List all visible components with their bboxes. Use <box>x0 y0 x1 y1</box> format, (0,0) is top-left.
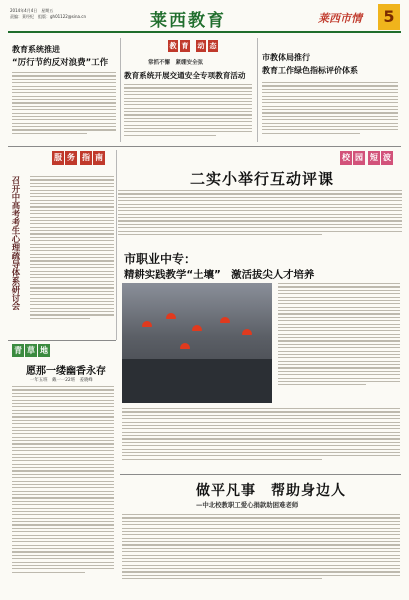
section-tag-fuwu-2: 务 <box>65 151 77 165</box>
workshop-photo <box>122 283 272 403</box>
section-tag-di: 地 <box>40 346 48 355</box>
article-1-title-line-1: 教育系统推进 <box>12 45 60 54</box>
column-rule <box>116 150 117 340</box>
editor-credit: 责编：莱经纪 组版：gh01122@sina.cn <box>10 14 86 19</box>
article-1-title-line-2: “厉行节约反对浪费”工作 <box>12 58 109 68</box>
vocational-body-lower <box>122 408 400 470</box>
feature-body <box>122 514 400 596</box>
section-tag-zhinan-2: 南 <box>93 151 105 165</box>
column-rule <box>120 38 121 142</box>
header-rule <box>8 31 401 33</box>
section-divider <box>8 146 401 147</box>
page-number: 5 <box>378 4 400 30</box>
essay-body <box>12 386 114 594</box>
feature-title: 做平凡事 帮助身边人 <box>196 483 346 499</box>
article-3-title-line-2: 教育工作绿色指标评价体系 <box>262 66 358 75</box>
section-tag-dongtai-2: 态 <box>209 42 217 50</box>
feature-divider <box>120 474 401 475</box>
issue-date: 2014年4月4日 星期五 <box>10 8 54 13</box>
article-3-body <box>262 82 398 142</box>
vocational-title-line-2: 精耕实践教学“土壤” 激活拔尖人才培养 <box>124 269 315 281</box>
section-tag-jiaoyu: 教 <box>169 42 177 50</box>
service-body <box>30 176 114 336</box>
essay-byline: 一年五班 戴一一22班 姜晓峰 <box>30 378 93 383</box>
article-3-title-line-1: 市教体局推行 <box>262 53 310 62</box>
section-tag-fuwu: 服 <box>52 151 64 165</box>
essay-title: 愿那一缕幽香永存 <box>26 366 106 377</box>
section-name: 莱西市情 <box>318 12 362 25</box>
section-tag-jiaoyu-2: 育 <box>181 42 189 50</box>
article-2-title: 教育系统开展交通安全专项教育活动 <box>124 71 246 80</box>
column-rule <box>257 38 258 142</box>
vocational-title-line-1: 市职业中专： <box>124 252 197 266</box>
section-tag-qing: 青 <box>14 346 22 355</box>
campus-headline: 二实小举行互动评课 <box>190 170 335 188</box>
section-tag-zhinan: 指 <box>80 151 92 165</box>
campus-body <box>118 190 402 244</box>
masthead: 莱西教育 <box>150 11 226 31</box>
section-tag-cao: 草 <box>27 346 35 355</box>
essay-divider <box>8 340 116 341</box>
section-tag-dongtai: 动 <box>197 42 205 50</box>
article-2-body <box>124 84 252 142</box>
article-1-body <box>12 72 116 140</box>
section-tag-xiaoyuan-2: 园 <box>353 151 365 165</box>
section-tag-duanbo-2: 波 <box>381 151 393 165</box>
feature-subtitle: —中北校教职工爱心捐款助困难老师 <box>196 501 299 509</box>
vocational-body-right <box>278 283 400 403</box>
section-tag-duanbo: 短 <box>368 151 380 165</box>
service-vertical-title: 召开中高考考生心理疏导体系研讨会 <box>11 176 21 311</box>
section-tag-xiaoyuan: 校 <box>340 151 352 165</box>
article-2-kicker: 常抓不懈 紧绷安全弦 <box>148 60 204 66</box>
